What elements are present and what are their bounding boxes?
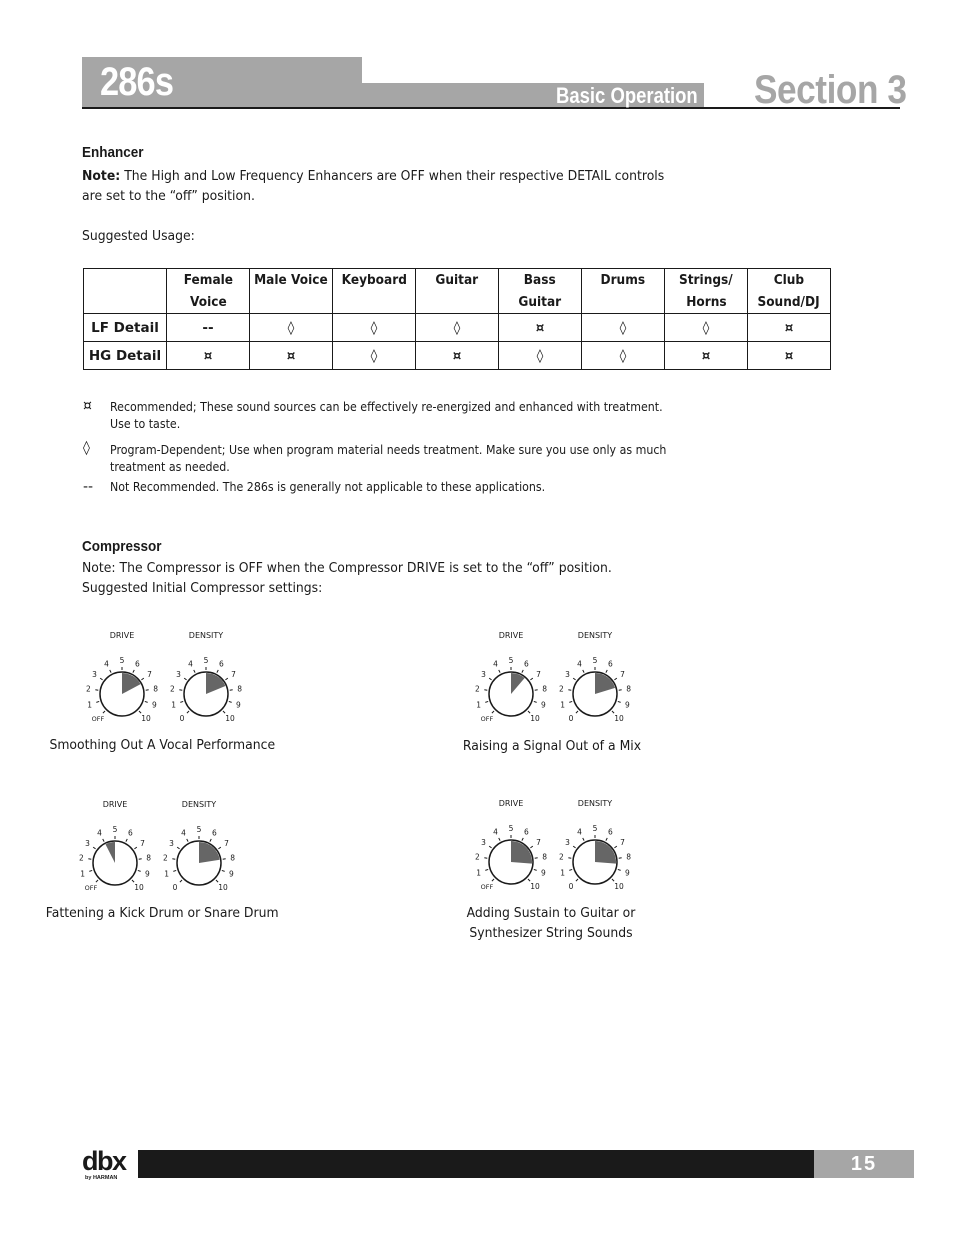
table-row	[84, 314, 831, 342]
knob-tick	[614, 678, 616, 680]
knob-label: DENSITY	[577, 799, 613, 808]
knob-tick	[173, 870, 176, 871]
page-number: 15	[850, 1153, 878, 1175]
knob-tick	[528, 879, 530, 881]
knob-tick-label: 7	[620, 838, 625, 848]
knob-tick-label: 5	[508, 824, 514, 833]
knob-tick-label: 1	[87, 700, 93, 710]
col-header: Strings/ Horns	[665, 269, 748, 314]
knob-tick	[184, 678, 186, 680]
knob-tick	[139, 711, 141, 713]
knob-tick-label: 10	[141, 714, 151, 724]
knob-tick	[126, 839, 127, 842]
col-header: Bass Guitar	[499, 269, 582, 314]
knob-tick-label: 7	[536, 670, 541, 680]
knob-setting-wedge	[595, 673, 615, 694]
compressor-preset-knobs	[77, 791, 252, 903]
knob-tick-label: 6	[608, 827, 613, 837]
knob-tick-label: 4	[181, 828, 186, 838]
legend-text: Use to taste.	[110, 417, 181, 431]
knob-tick-label: 10	[530, 714, 540, 724]
knob-tick-label: 4	[577, 827, 582, 837]
table-cell: ◊	[333, 342, 416, 370]
knob-tick	[216, 880, 218, 882]
knob-tick	[485, 869, 488, 870]
knob-tick	[180, 880, 182, 882]
table-cell: ◊	[499, 342, 582, 370]
knob-tick	[492, 879, 494, 881]
knob-tick-label: 8	[230, 853, 235, 863]
caption-line: Fattening a Kick Drum or Snare Drum	[45, 905, 279, 921]
table-cell: ◊	[582, 342, 665, 370]
knob-tick-label: 3	[92, 670, 97, 680]
dbx-logo	[82, 1146, 138, 1182]
table-cell: ¤	[748, 342, 831, 370]
col-header: Female Voice	[167, 269, 250, 314]
caption-line: Synthesizer String Sounds	[469, 925, 633, 941]
table-cell: ◊	[333, 314, 416, 342]
table-cell: ◊	[416, 314, 499, 342]
knob-tick	[522, 838, 523, 841]
knob-tick	[492, 711, 494, 713]
knob-tick-label: 9	[235, 700, 241, 710]
knob-tick-label: 6	[219, 659, 224, 669]
legend-text: treatment as needed.	[110, 460, 230, 474]
knob-tick	[573, 678, 575, 680]
knob-tick	[489, 678, 491, 680]
knob-tick	[103, 711, 105, 713]
compressor-note: Note: The Compressor is OFF when the Compressor DRIVE is set to the “off” position.	[82, 560, 612, 576]
knob-tick-label: 2	[475, 684, 480, 694]
knob-tick-label: 4	[97, 828, 102, 838]
legend-symbol-program-dependent: ◊	[83, 440, 90, 456]
knob-tick-label: 3	[481, 670, 486, 680]
logo-sub: by HARMAN	[85, 1175, 118, 1181]
legend-symbol-recommended: ¤	[83, 398, 92, 414]
knob-tick-label: 5	[196, 825, 202, 834]
knob-tick-label: 8	[542, 684, 547, 694]
knob-tick	[499, 670, 500, 673]
col-header: Male Voice	[250, 269, 333, 314]
knob-tick-label: 3	[176, 670, 181, 680]
knob-tick	[138, 870, 141, 871]
knob-tick-label: 7	[147, 670, 152, 680]
knob-label: DRIVE	[498, 631, 524, 640]
knob-tick-label: 6	[608, 659, 613, 669]
knob-tick	[489, 846, 491, 848]
knob-tick	[569, 869, 572, 870]
caption-line: Adding Sustain to Guitar or	[466, 905, 636, 921]
knob-label: DRIVE	[109, 631, 135, 640]
knob-tick	[485, 701, 488, 702]
knob-tick-label: 1	[164, 869, 170, 879]
table-header-row	[84, 269, 831, 314]
knob-tick	[618, 701, 621, 702]
legend-text: Recommended; These sound sources can be effectively re-energized and enhanced with treatment.	[110, 400, 663, 414]
compressor-preset-knobs	[473, 790, 648, 902]
knob-tick	[229, 701, 232, 702]
knob-tick-label: 7	[224, 839, 229, 849]
knob-tick-label: 9	[624, 868, 630, 878]
knob-setting-wedge	[122, 673, 141, 694]
knob-tick	[187, 839, 188, 842]
knob-tick	[100, 678, 102, 680]
knob-tick-label: 7	[140, 839, 145, 849]
knob-tick-label: 9	[624, 700, 630, 710]
knob-tick	[194, 670, 195, 673]
knob-tick-label: 3	[85, 839, 90, 849]
knob-tick-label: 8	[146, 853, 151, 863]
knob-tick-label: 2	[86, 684, 91, 694]
col-header: Guitar	[416, 269, 499, 314]
knob-label: DENSITY	[577, 631, 613, 640]
knob-tick-label: 1	[560, 700, 566, 710]
knob-tick-label: 1	[560, 868, 566, 878]
knob-tick	[180, 701, 183, 702]
enhancer-note-line2: are set to the “off” position.	[82, 188, 255, 204]
knob-tick-label: 9	[151, 700, 157, 710]
knob-tick-label: 5	[592, 824, 598, 833]
table-cell: ◊	[582, 314, 665, 342]
table-cell: ¤	[665, 342, 748, 370]
suggested-usage-table	[83, 268, 831, 370]
knob-tick	[187, 711, 189, 713]
knob-tick	[103, 839, 104, 842]
knob-tick-label: 8	[626, 852, 631, 862]
note-label: Note:	[82, 168, 121, 184]
knob-tick-label: 3	[565, 838, 570, 848]
knob-tick-label: 6	[212, 828, 217, 838]
table-cell: ¤	[499, 314, 582, 342]
knob-tick-label: 7	[620, 670, 625, 680]
knob-tick-label: 3	[565, 670, 570, 680]
knob-tick-label: OFF	[480, 715, 494, 724]
legend-symbol-not-recommended: --	[83, 479, 94, 495]
legend-text: Program-Dependent; Use when program material needs treatment. Make sure you use only as much	[110, 443, 667, 457]
knob-tick-label: 4	[493, 827, 498, 837]
knob-tick	[110, 670, 111, 673]
knob-tick-label: 2	[79, 853, 84, 863]
knob-tick-label: 4	[577, 659, 582, 669]
knob-tick-label: 5	[592, 656, 598, 665]
table-cell: ¤	[167, 342, 250, 370]
knob-tick	[89, 870, 92, 871]
knob-tick-label: 5	[119, 656, 125, 665]
section-subtitle: Basic Operation	[556, 83, 698, 108]
model-title: 286s	[100, 60, 174, 104]
knob-tick-label: 10	[614, 714, 624, 724]
knob-tick	[612, 711, 614, 713]
knob-tick-label: 4	[104, 659, 109, 669]
knob-tick-label: 1	[476, 700, 482, 710]
table-cell: ◊	[665, 314, 748, 342]
knob-tick-label: 1	[476, 868, 482, 878]
knob-tick-label: 2	[163, 853, 168, 863]
col-header: Club Sound/DJ	[748, 269, 831, 314]
suggested-usage-label: Suggested Usage:	[82, 228, 195, 244]
table-cell: ¤	[416, 342, 499, 370]
knob-tick-label: 6	[524, 659, 529, 669]
legend-text: Not Recommended. The 286s is generally not applicable to these applications.	[110, 480, 546, 494]
knob-tick-label: 7	[231, 670, 236, 680]
knob-setting-wedge	[105, 842, 115, 863]
knob-tick	[223, 711, 225, 713]
knob-tick-label: 10	[218, 883, 228, 893]
knob-tick-label: 6	[524, 827, 529, 837]
preset-caption	[460, 736, 644, 756]
note-line1: The High and Low Frequency Enhancers are OFF when their respective DETAIL controls	[120, 168, 665, 184]
knob-tick	[618, 869, 621, 870]
knob-tick-label: 8	[153, 684, 158, 694]
knob-tick-label: 3	[169, 839, 174, 849]
knob-tick-label: 10	[614, 882, 624, 892]
knob-tick	[134, 847, 136, 849]
knob-setting-wedge	[206, 673, 225, 694]
knob-tick-label: 1	[80, 869, 86, 879]
section-title: Section 3	[754, 68, 907, 112]
knob-tick	[530, 678, 532, 680]
preset-caption	[45, 903, 279, 923]
knob-tick	[141, 678, 143, 680]
knob-tick	[576, 879, 578, 881]
knob-tick	[522, 670, 523, 673]
knob-tick-label: 5	[203, 656, 209, 665]
knob-tick	[177, 847, 179, 849]
knob-tick	[576, 711, 578, 713]
col-header: Drums	[582, 269, 665, 314]
knob-tick-label: 9	[540, 868, 546, 878]
knob-tick-label: 10	[134, 883, 144, 893]
knob-tick-label: 0	[179, 714, 185, 724]
enhancer-note	[82, 166, 664, 186]
preset-caption	[49, 735, 276, 755]
knob-tick-label: 9	[144, 869, 150, 879]
knob-tick	[528, 711, 530, 713]
col-header: Keyboard	[333, 269, 416, 314]
knob-tick-label: 9	[540, 700, 546, 710]
knob-tick-label: OFF	[480, 883, 494, 892]
row-label: LF Detail	[84, 314, 167, 342]
knob-tick-label: 6	[135, 659, 140, 669]
knob-tick	[96, 880, 98, 882]
knob-tick-label: 8	[542, 852, 547, 862]
knob-tick	[132, 880, 134, 882]
knob-tick-label: 9	[228, 869, 234, 879]
knob-tick	[534, 869, 537, 870]
knob-tick	[530, 846, 532, 848]
knob-tick	[573, 846, 575, 848]
knob-tick	[210, 839, 211, 842]
knob-tick	[534, 701, 537, 702]
knob-tick	[218, 847, 220, 849]
knob-tick	[225, 678, 227, 680]
knob-tick	[145, 701, 148, 702]
knob-tick-label: 6	[128, 828, 133, 838]
knob-tick	[614, 846, 616, 848]
knob-setting-wedge	[199, 842, 220, 863]
knob-tick-label: 1	[171, 700, 177, 710]
logo-text: dbx	[82, 1146, 126, 1176]
knob-tick-label: 0	[568, 714, 574, 724]
knob-tick-label: 8	[237, 684, 242, 694]
knob-tick	[612, 879, 614, 881]
caption-line: Smoothing Out A Vocal Performance	[49, 737, 276, 753]
knob-tick-label: 10	[225, 714, 235, 724]
knob-tick	[606, 670, 607, 673]
table-cell: ◊	[250, 314, 333, 342]
knob-tick	[133, 670, 134, 673]
knob-tick	[93, 847, 95, 849]
knob-tick-label: 3	[481, 838, 486, 848]
knob-tick-label: 10	[530, 882, 540, 892]
knob-tick	[96, 701, 99, 702]
table-cell: --	[167, 314, 250, 342]
knob-tick-label: 4	[493, 659, 498, 669]
knob-tick-label: 2	[170, 684, 175, 694]
table-row	[84, 342, 831, 370]
knob-tick	[583, 838, 584, 841]
knob-setting-wedge	[511, 841, 532, 864]
knob-tick-label: 2	[559, 852, 564, 862]
table-cell: ¤	[748, 314, 831, 342]
row-label: HG Detail	[84, 342, 167, 370]
knob-tick-label: 2	[475, 852, 480, 862]
footer-bar	[138, 1150, 814, 1178]
knob-tick-label: 0	[568, 882, 574, 892]
knob-tick	[217, 670, 218, 673]
compressor-suggested: Suggested Initial Compressor settings:	[82, 580, 323, 596]
knob-setting-wedge	[595, 841, 616, 864]
table-cell: ¤	[250, 342, 333, 370]
knob-tick	[222, 870, 225, 871]
compressor-preset-knobs	[84, 622, 259, 734]
compressor-preset-knobs	[473, 622, 648, 734]
knob-tick-label: 5	[508, 656, 514, 665]
knob-label: DRIVE	[102, 800, 128, 809]
caption-line: Raising a Signal Out of a Mix	[462, 738, 642, 754]
knob-tick-label: 4	[188, 659, 193, 669]
knob-label: DENSITY	[181, 800, 217, 809]
knob-label: DRIVE	[498, 799, 524, 808]
knob-tick-label: OFF	[84, 884, 98, 893]
knob-tick	[569, 701, 572, 702]
preset-caption	[456, 903, 646, 943]
knob-tick-label: 0	[172, 883, 178, 893]
knob-tick	[606, 838, 607, 841]
knob-tick-label: 5	[112, 825, 118, 834]
knob-tick	[499, 838, 500, 841]
knob-tick-label: 8	[626, 684, 631, 694]
compressor-heading: Compressor	[82, 538, 162, 555]
knob-tick-label: 2	[559, 684, 564, 694]
knob-tick-label: OFF	[91, 715, 105, 724]
knob-tick-label: 7	[536, 838, 541, 848]
table-corner-cell	[84, 269, 167, 314]
enhancer-heading: Enhancer	[82, 144, 144, 161]
knob-label: DENSITY	[188, 631, 224, 640]
knob-tick	[583, 670, 584, 673]
